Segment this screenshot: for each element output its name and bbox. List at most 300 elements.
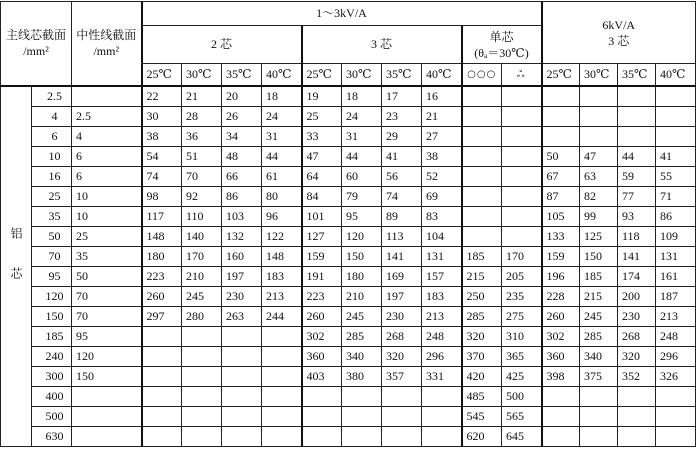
three-core-cell: 74 (382, 186, 422, 206)
three-core-cell: 29 (382, 126, 422, 146)
neutral-section-cell: 95 (72, 326, 142, 346)
hv-three-core-cell: 50 (542, 146, 580, 166)
two-core-cell (222, 426, 262, 446)
neutral-section-cell: 70 (72, 306, 142, 326)
single-core-cell (462, 226, 502, 246)
hv-three-core-cell: 340 (580, 346, 618, 366)
hv-three-core-cell (656, 126, 696, 146)
three-core-cell: 101 (302, 206, 342, 226)
three-core-cell: 60 (342, 166, 382, 186)
hv-three-core-cell: 352 (618, 366, 656, 386)
three-core-cell: 380 (342, 366, 382, 386)
three-core-cell: 197 (382, 286, 422, 306)
two-core-cell (222, 346, 262, 366)
three-core-cell: 340 (342, 346, 382, 366)
two-core-cell: 122 (262, 226, 302, 246)
two-core-cell: 180 (142, 246, 182, 266)
hv-three-core-cell (656, 106, 696, 126)
neutral-section-cell: 150 (72, 366, 142, 386)
table-body (1, 86, 696, 447)
hv-three-core-cell: 228 (542, 286, 580, 306)
neutral-section-cell (72, 386, 142, 406)
hv-three-core-cell (618, 126, 656, 146)
two-core-cell: 132 (222, 226, 262, 246)
two-core-cell: 24 (262, 106, 302, 126)
two-core-cell: 30 (142, 106, 182, 126)
temp-header: 30℃ (182, 64, 222, 86)
hv-three-core-cell: 360 (542, 346, 580, 366)
hv-three-core-cell: 260 (542, 306, 580, 326)
three-core-cell: 56 (382, 166, 422, 186)
hv-three-core-cell: 99 (580, 206, 618, 226)
neutral-section-cell: 35 (72, 246, 142, 266)
neutral-section-cell: 10 (72, 206, 142, 226)
temp-header: 35℃ (382, 64, 422, 86)
two-core-cell: 44 (262, 146, 302, 166)
hv-three-core-cell: 159 (542, 246, 580, 266)
two-core-cell (222, 406, 262, 426)
main-section-cell: 16 (32, 167, 71, 187)
conductor-label-cell (1, 86, 72, 447)
main-section-cell: 120 (32, 287, 71, 307)
temp-header: 40℃ (656, 64, 696, 86)
three-core-cell: 285 (342, 326, 382, 346)
single-core-cell (462, 146, 502, 166)
hv-three-core-cell: 302 (542, 326, 580, 346)
main-section-cell: 300 (32, 367, 71, 387)
single-core-cell: 645 (502, 426, 542, 446)
two-core-cell: 70 (182, 166, 222, 186)
hv-three-core-label: 3 芯 (608, 33, 630, 48)
two-core-cell (142, 386, 182, 406)
hv-three-core-cell (542, 386, 580, 406)
two-core-cell: 92 (182, 186, 222, 206)
neutral-section-cell (72, 86, 142, 107)
three-core-cell: 104 (422, 226, 462, 246)
hv-three-core-cell: 268 (618, 326, 656, 346)
three-core-cell: 47 (302, 146, 342, 166)
three-core-cell: 120 (342, 226, 382, 246)
hv-three-core-cell: 133 (542, 226, 580, 246)
hv-three-core-cell (656, 426, 696, 446)
neutral-section-cell: 10 (72, 186, 142, 206)
three-core-cell: 296 (422, 346, 462, 366)
two-core-cell: 61 (262, 166, 302, 186)
three-core-cell: 183 (422, 286, 462, 306)
neutral-section-cell (72, 426, 142, 446)
three-core-cell: 31 (342, 126, 382, 146)
two-core-cell: 31 (262, 126, 302, 146)
three-core-cell: 191 (302, 266, 342, 286)
single-core-cell (502, 126, 542, 146)
two-core-cell (262, 386, 302, 406)
neutral-section-cell: 4 (72, 126, 142, 146)
hv-three-core-cell (618, 386, 656, 406)
three-core-cell: 89 (382, 206, 422, 226)
hv-three-core-cell: 125 (580, 226, 618, 246)
two-core-cell: 148 (262, 246, 302, 266)
three-core-cell: 69 (422, 186, 462, 206)
two-core-header: 2 芯 (142, 26, 302, 64)
three-core-cell: 141 (382, 246, 422, 266)
neutral-section-cell: 6 (72, 166, 142, 186)
hv-three-core-cell (656, 386, 696, 406)
main-section-cell: 500 (32, 407, 71, 427)
two-core-cell: 98 (142, 186, 182, 206)
hv-three-core-cell: 296 (656, 346, 696, 366)
temp-header: 25℃ (142, 64, 182, 86)
three-core-cell: 23 (382, 106, 422, 126)
three-core-cell: 403 (302, 366, 342, 386)
two-core-cell: 244 (262, 306, 302, 326)
single-core-cell: 205 (502, 266, 542, 286)
main-section-column (31, 87, 71, 446)
table-row (1, 246, 696, 266)
main-section-cell: 400 (32, 387, 71, 407)
table-row (1, 406, 696, 426)
main-section-cell: 35 (32, 207, 71, 227)
two-core-cell: 117 (142, 206, 182, 226)
hv-three-core-cell (580, 126, 618, 146)
three-core-cell (422, 426, 462, 446)
two-core-cell (262, 326, 302, 346)
two-core-cell: 260 (142, 286, 182, 306)
two-core-cell: 263 (222, 306, 262, 326)
two-core-cell: 213 (262, 286, 302, 306)
hv-three-core-cell (656, 406, 696, 426)
hv-three-core-cell (618, 426, 656, 446)
two-core-cell: 223 (142, 266, 182, 286)
two-core-cell: 160 (222, 246, 262, 266)
table-row (1, 146, 696, 166)
single-core-cell: 545 (462, 406, 502, 426)
main-section-cell: 185 (32, 327, 71, 347)
three-core-cell: 320 (382, 346, 422, 366)
two-core-cell (142, 326, 182, 346)
two-core-cell: 26 (222, 106, 262, 126)
three-core-cell: 113 (382, 226, 422, 246)
three-core-cell: 38 (422, 146, 462, 166)
conductor-label: 铝芯 (9, 226, 23, 307)
two-core-cell (182, 326, 222, 346)
three-core-cell: 64 (302, 166, 342, 186)
single-core-cell (502, 146, 542, 166)
table-row (1, 386, 696, 406)
single-core-cell (502, 166, 542, 186)
hv-three-core-cell: 86 (656, 206, 696, 226)
main-section-cell: 630 (45, 428, 64, 443)
single-core-cell (462, 166, 502, 186)
three-core-cell: 169 (382, 266, 422, 286)
three-core-cell (302, 426, 342, 446)
two-core-cell: 48 (222, 146, 262, 166)
hv-three-core-cell: 215 (580, 286, 618, 306)
hv-three-core-cell: 161 (656, 266, 696, 286)
hv-three-core-cell: 213 (656, 306, 696, 326)
three-core-cell: 52 (422, 166, 462, 186)
hv-three-core-cell: 93 (618, 206, 656, 226)
three-core-cell: 83 (422, 206, 462, 226)
single-core-cell: 370 (462, 346, 502, 366)
temp-header: 40℃ (422, 64, 462, 86)
single-core-cell (462, 186, 502, 206)
table-row (1, 366, 696, 386)
three-core-cell: 131 (422, 246, 462, 266)
hv-three-core-cell: 196 (542, 266, 580, 286)
single-core-cell: 365 (502, 346, 542, 366)
hv-three-core-cell: 71 (656, 186, 696, 206)
three-core-cell: 16 (422, 86, 462, 107)
two-core-cell (262, 346, 302, 366)
hv-three-core-cell: 44 (618, 146, 656, 166)
two-core-cell: 170 (182, 246, 222, 266)
two-core-cell: 86 (222, 186, 262, 206)
two-core-cell: 38 (142, 126, 182, 146)
single-core-cell: 320 (462, 326, 502, 346)
single-core-cell: 215 (462, 266, 502, 286)
two-core-cell (222, 366, 262, 386)
three-core-cell: 248 (422, 326, 462, 346)
single-core-cell: 310 (502, 326, 542, 346)
three-core-cell: 33 (302, 126, 342, 146)
three-core-header: 3 芯 (302, 26, 462, 64)
single-core-cell: 275 (502, 306, 542, 326)
two-core-cell (182, 386, 222, 406)
three-core-cell: 268 (382, 326, 422, 346)
single-core-temp: (θₐ＝30℃) (474, 45, 529, 60)
hv-three-core-cell: 47 (580, 146, 618, 166)
main-section-label: 主线芯截面 (5, 28, 66, 43)
ampacity-table (0, 1, 696, 447)
three-core-cell: 17 (382, 86, 422, 107)
main-section-cell: 6 (32, 127, 71, 147)
hv-three-core-cell: 109 (656, 226, 696, 246)
hv-three-core-cell: 141 (618, 246, 656, 266)
table-row (1, 266, 696, 286)
two-core-cell: 74 (142, 166, 182, 186)
single-core-cell (462, 86, 502, 107)
table-row (1, 106, 696, 126)
single-core-cell: 620 (462, 426, 502, 446)
two-core-cell: 297 (142, 306, 182, 326)
single-core-header (462, 26, 542, 64)
hv-three-core-cell (542, 126, 580, 146)
hv-three-core-cell (618, 406, 656, 426)
hv-three-core-cell: 245 (580, 306, 618, 326)
three-core-cell (342, 426, 382, 446)
hv-three-core-cell (580, 426, 618, 446)
three-core-cell: 21 (422, 106, 462, 126)
table-row (1, 306, 696, 326)
flat-layout-header (462, 64, 502, 86)
two-core-cell (142, 426, 182, 446)
two-core-cell: 22 (142, 86, 182, 107)
two-core-cell: 110 (182, 206, 222, 226)
hv-three-core-cell: 131 (656, 246, 696, 266)
main-section-cell: 4 (32, 107, 71, 127)
two-core-cell (182, 366, 222, 386)
two-core-cell (262, 426, 302, 446)
neutral-section-label: 中性线截面 (76, 28, 137, 43)
hv-three-core-cell: 82 (580, 186, 618, 206)
main-section-cell: 2.5 (32, 87, 71, 107)
three-core-cell: 230 (382, 306, 422, 326)
two-core-cell: 66 (222, 166, 262, 186)
hv-three-core-cell (580, 406, 618, 426)
neutral-section-unit: /mm² (93, 44, 120, 59)
single-core-cell: 185 (462, 246, 502, 266)
two-core-cell: 18 (262, 86, 302, 107)
three-core-cell (382, 386, 422, 406)
temp-header: 40℃ (262, 64, 302, 86)
three-core-cell: 95 (342, 206, 382, 226)
three-core-cell: 79 (342, 186, 382, 206)
two-core-cell: 51 (182, 146, 222, 166)
two-core-cell: 28 (182, 106, 222, 126)
neutral-section-cell: 25 (72, 226, 142, 246)
high-voltage-header (542, 2, 696, 64)
two-core-cell: 103 (222, 206, 262, 226)
hv-three-core-cell: 55 (656, 166, 696, 186)
two-core-cell (222, 326, 262, 346)
hv-three-core-cell (580, 386, 618, 406)
three-core-cell: 302 (302, 326, 342, 346)
low-voltage-header: 1～3kV/A (142, 2, 542, 26)
three-core-cell: 127 (302, 226, 342, 246)
three-core-cell (342, 386, 382, 406)
single-core-cell: 500 (502, 386, 542, 406)
hv-three-core-cell: 63 (580, 166, 618, 186)
trefoil-layout-icon: ஃ (516, 69, 526, 81)
three-core-cell (302, 406, 342, 426)
hv-three-core-cell: 285 (580, 326, 618, 346)
two-core-cell (182, 346, 222, 366)
three-core-cell (422, 386, 462, 406)
three-core-cell: 18 (342, 86, 382, 107)
neutral-section-cell: 120 (72, 346, 142, 366)
three-core-cell: 357 (382, 366, 422, 386)
hv-three-core-cell (656, 86, 696, 107)
table-row (1, 346, 696, 366)
trefoil-layout-header (502, 64, 542, 86)
two-core-cell: 210 (182, 266, 222, 286)
three-core-cell: 360 (302, 346, 342, 366)
single-core-cell (502, 106, 542, 126)
temp-header: 30℃ (580, 64, 618, 86)
hv-three-core-cell (580, 86, 618, 107)
two-core-cell: 36 (182, 126, 222, 146)
three-core-cell: 44 (342, 146, 382, 166)
three-core-cell: 157 (422, 266, 462, 286)
flat-layout-icon: ○○○ (467, 69, 497, 81)
single-core-cell (502, 86, 542, 107)
three-core-cell: 331 (422, 366, 462, 386)
hv-three-core-cell: 185 (580, 266, 618, 286)
table-row (1, 166, 696, 186)
two-core-cell (262, 406, 302, 426)
two-core-cell (182, 406, 222, 426)
table-row (1, 286, 696, 306)
single-core-cell: 420 (462, 366, 502, 386)
temp-header: 35℃ (618, 64, 656, 86)
single-core-cell: 425 (502, 366, 542, 386)
neutral-section-cell: 2.5 (72, 106, 142, 126)
two-core-cell: 20 (222, 86, 262, 107)
table-row (1, 186, 696, 206)
table-header (1, 2, 696, 86)
table-row (1, 326, 696, 346)
three-core-cell (382, 426, 422, 446)
single-core-cell: 565 (502, 406, 542, 426)
hv-three-core-cell (542, 406, 580, 426)
single-core-cell (502, 226, 542, 246)
main-section-cell: 50 (32, 227, 71, 247)
single-core-label: 单芯 (489, 29, 514, 44)
two-core-cell (142, 346, 182, 366)
main-section-header (1, 2, 72, 86)
neutral-section-cell: 70 (72, 286, 142, 306)
two-core-cell: 96 (262, 206, 302, 226)
hv-three-core-cell: 187 (656, 286, 696, 306)
hv-three-core-cell: 59 (618, 166, 656, 186)
neutral-section-cell: 50 (72, 266, 142, 286)
hv-three-core-cell: 200 (618, 286, 656, 306)
main-section-cell: 240 (32, 347, 71, 367)
temp-header: 30℃ (342, 64, 382, 86)
hv-three-core-cell: 375 (580, 366, 618, 386)
three-core-cell: 159 (302, 246, 342, 266)
hv-three-core-cell (618, 86, 656, 107)
temp-header: 25℃ (542, 64, 580, 86)
three-core-cell: 27 (422, 126, 462, 146)
table-row (1, 426, 696, 446)
main-section-unit: /mm² (23, 44, 49, 59)
hv-three-core-cell (542, 86, 580, 107)
high-voltage-label: 6kV/A (602, 17, 636, 32)
single-core-cell (462, 126, 502, 146)
two-core-cell (222, 386, 262, 406)
main-section-cell: 25 (32, 187, 71, 207)
hv-three-core-cell: 41 (656, 146, 696, 166)
two-core-cell (142, 406, 182, 426)
hv-three-core-cell: 326 (656, 366, 696, 386)
three-core-cell (302, 386, 342, 406)
neutral-section-header (72, 2, 142, 86)
hv-three-core-cell: 67 (542, 166, 580, 186)
single-core-cell: 485 (462, 386, 502, 406)
single-core-cell: 250 (462, 286, 502, 306)
two-core-cell (262, 366, 302, 386)
two-core-cell: 230 (222, 286, 262, 306)
two-core-cell: 148 (142, 226, 182, 246)
three-core-cell: 25 (302, 106, 342, 126)
hv-three-core-cell (580, 106, 618, 126)
main-section-cell: 10 (32, 147, 71, 167)
three-core-cell: 150 (342, 246, 382, 266)
three-core-cell (342, 406, 382, 426)
neutral-section-cell (72, 406, 142, 426)
hv-three-core-cell (618, 106, 656, 126)
three-core-cell (382, 406, 422, 426)
temp-header: 35℃ (222, 64, 262, 86)
two-core-cell: 197 (222, 266, 262, 286)
three-core-cell: 41 (382, 146, 422, 166)
hv-three-core-cell: 248 (656, 326, 696, 346)
main-section-cell: 70 (32, 247, 71, 267)
two-core-cell (142, 366, 182, 386)
hv-three-core-cell: 320 (618, 346, 656, 366)
three-core-cell: 213 (422, 306, 462, 326)
